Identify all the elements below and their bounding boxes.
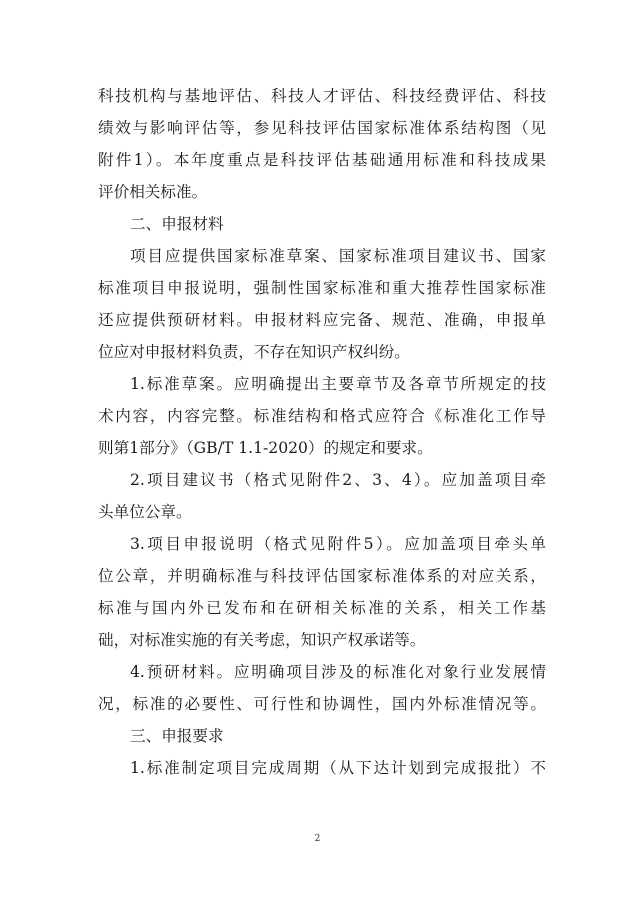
body-line: 项目应提供国家标准草案、国家标准项目建议书、国家 <box>130 247 546 265</box>
body-line: 标准项目申报说明，强制性国家标准和重大推荐性国家标准 <box>98 279 546 297</box>
body-line: 位公章，并明确标准与科技评估国家标准体系的对应关系， <box>98 567 546 585</box>
body-line: 则第1部分》（GB/T 1.1-2020）的规定和要求。 <box>98 439 433 457</box>
body-line: 头单位公章。 <box>98 503 192 521</box>
body-line: 1.标准制定项目完成周期（从下达计划到完成报批）不 <box>130 759 546 777</box>
body-line: 绩效与影响评估等，参见科技评估国家标准体系结构图（见 <box>98 119 546 137</box>
section-heading: 三、申报要求 <box>130 727 224 745</box>
body-line: 术内容，内容完整。标准结构和格式应符合《标准化工作导 <box>98 407 546 425</box>
body-line: 科技机构与基地评估、科技人才评估、科技经费评估、科技 <box>98 87 546 105</box>
body-line: 1.标准草案。应明确提出主要章节及各章节所规定的技 <box>130 375 546 393</box>
body-line: 况，标准的必要性、可行性和协调性，国内外标准情况等。 <box>98 695 546 713</box>
body-line: 础，对标准实施的有关考虑，知识产权承诺等。 <box>98 631 426 649</box>
body-line: 位应对申报材料负责，不存在知识产权纠纷。 <box>98 343 410 361</box>
body-line: 附件1）。本年度重点是科技评估基础通用标准和科技成果 <box>98 151 546 169</box>
body-line: 标准与国内外已发布和在研相关标准的关系，相关工作基 <box>98 599 546 617</box>
document-body <box>98 80 546 784</box>
body-line: 评价相关标准。 <box>98 183 208 201</box>
section-heading: 二、申报材料 <box>130 215 224 233</box>
body-line: 2.项目建议书（格式见附件2、3、4）。应加盖项目牵 <box>130 471 546 489</box>
body-line: 4.预研材料。应明确项目涉及的标准化对象行业发展情 <box>130 663 546 681</box>
body-line: 还应提供预研材料。申报材料应完备、规范、准确，申报单 <box>98 311 546 329</box>
page-number: 2 <box>314 834 321 844</box>
body-line: 3.项目申报说明（格式见附件5）。应加盖项目牵头单 <box>130 535 546 553</box>
